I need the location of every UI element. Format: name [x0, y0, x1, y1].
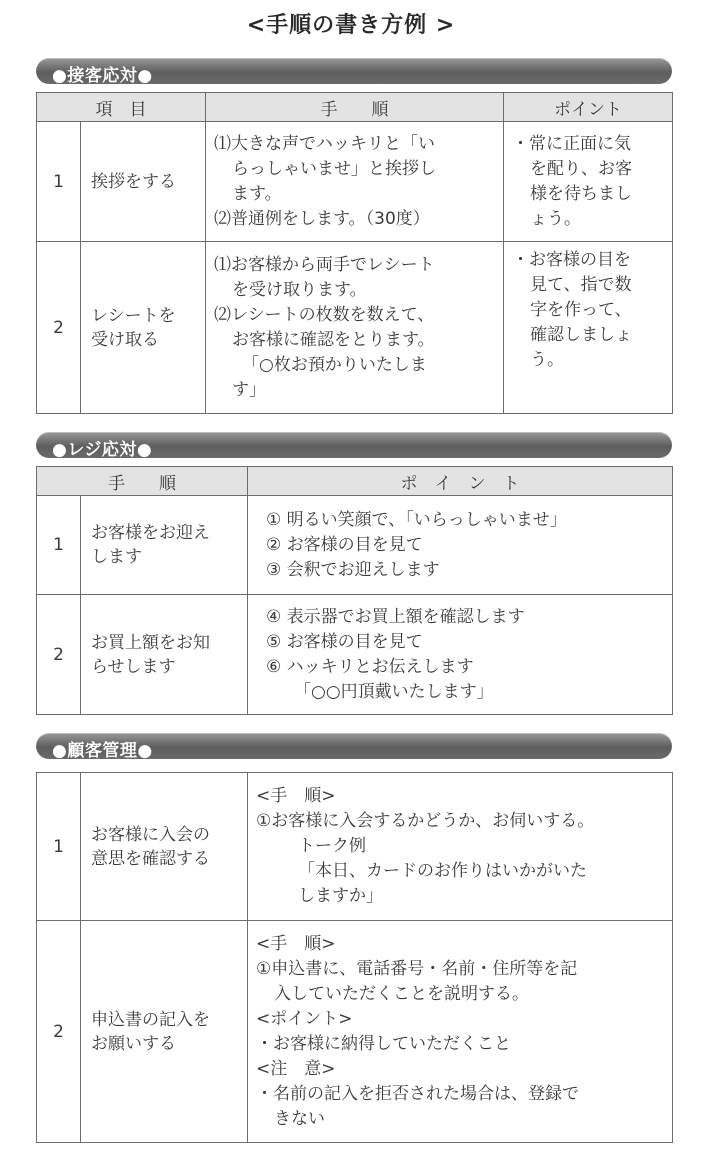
row-number: 2: [37, 595, 81, 715]
row-item: 挨拶をする: [81, 122, 206, 242]
row-steps: ⑴お客様から両手でレシート を受け取ります。 ⑵レシートの枚数を数えて、 お客様に確認をとります。 「○枚お預かりいたしま す」: [206, 242, 504, 414]
section-header-customer-service: ●接客応対●: [36, 58, 672, 84]
table-row: [37, 595, 673, 715]
row-item: お買上額をお知 らせします: [81, 595, 248, 715]
page-title: <手順の書き方例 >: [246, 13, 456, 38]
section-header-register-service: ●レジ応対●: [36, 432, 672, 458]
col-header-point: ポ イ ン ト: [248, 467, 673, 496]
row-item: お客様に入会の 意思を確認する: [81, 773, 248, 921]
row-item: お客様をお迎え します: [81, 496, 248, 595]
table-row: [37, 496, 673, 595]
row-item: 申込書の記入を お願いする: [81, 921, 248, 1143]
table-row: [37, 242, 673, 414]
table-row: [37, 921, 673, 1143]
row-content: <手 順> ①お客様に入会するかどうか、お伺いする。 トーク例 「本日、カードのお作りはいかがいた しますか」: [248, 773, 673, 921]
register-service-table: [36, 466, 673, 715]
table-row: [37, 773, 673, 921]
customer-service-table: [36, 92, 673, 414]
row-number: 2: [37, 242, 81, 414]
row-number: 2: [37, 921, 81, 1143]
row-point: ④ 表示器でお買上額を確認します ⑤ お客様の目を見て ⑥ ハッキリとお伝えします 「○○円頂戴いたします」: [248, 595, 673, 715]
row-point: ・常に正面に気 を配り、お客 様を待ちまし ょう。: [504, 122, 673, 242]
row-number: 1: [37, 773, 81, 921]
col-header-point: ポイント: [504, 93, 673, 122]
col-header-steps: 手 順: [37, 467, 248, 496]
col-header-steps: 手 順: [206, 93, 504, 122]
row-item: レシートを 受け取る: [81, 242, 206, 414]
row-number: 1: [37, 496, 81, 595]
row-number: 1: [37, 122, 81, 242]
table-row: [37, 122, 673, 242]
row-point: ① 明るい笑顔で、「いらっしゃいませ」 ② お客様の目を見て ③ 会釈でお迎えします: [248, 496, 673, 595]
col-header-item: 項 目: [37, 93, 206, 122]
table-header-row: [37, 93, 673, 122]
row-content: <手 順> ①申込書に、電話番号・名前・住所等を記 入していただくことを説明する。 <ポイント> ・お客様に納得していただくこと <注 意> ・名前の記入を拒否された場合は、登録で きない: [248, 921, 673, 1143]
section-header-customer-management: ●顧客管理●: [36, 733, 672, 759]
customer-management-table: [36, 772, 673, 1143]
row-point: ・お客様の目を 見て、指で数 字を作って、 確認しましょ う。: [504, 242, 673, 414]
table-header-row: [37, 467, 673, 496]
row-steps: ⑴大きな声でハッキリと「い らっしゃいませ」と挨拶し ます。 ⑵普通例をします。（30度）: [206, 122, 504, 242]
